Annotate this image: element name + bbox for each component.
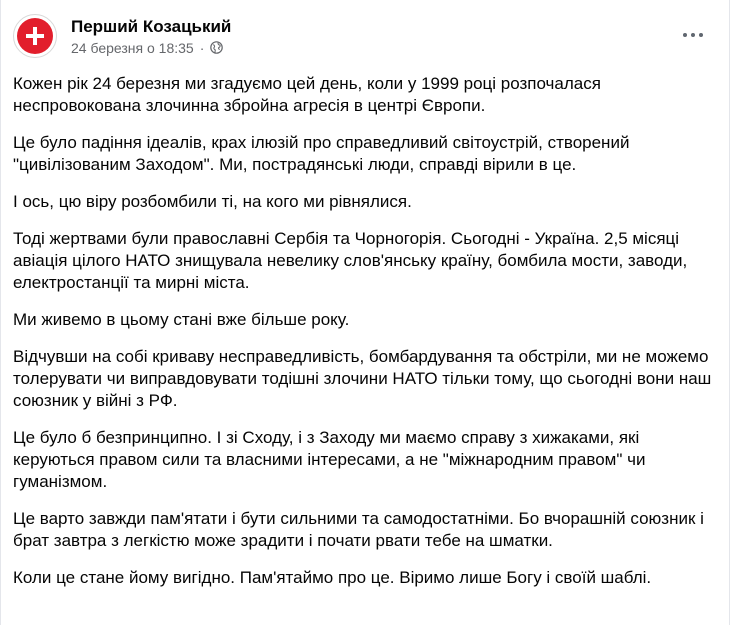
paragraph: Це було б безпринципно. І зі Сходу, і з Заходу ми маємо справу з хижаками, які керуються правом сили та власними інтересами, а не "міжнародним правом" чи гуманізмом.	[13, 428, 646, 491]
more-options-button[interactable]	[675, 22, 711, 48]
post-timestamp-link[interactable]: 24 березня о 18:35	[71, 39, 194, 56]
post-subline	[71, 39, 231, 57]
paragraph: Ми живемо в цьому стані вже більше року.	[13, 310, 350, 329]
paragraph: Кожен рік 24 березня ми згадуємо цей день, коли у 1999 році розпочалася неспровокована злочинна збройна агресія в центрі Європи.	[13, 74, 601, 115]
paragraph: Коли це стане йому вигідно. Пам'ятаймо про це. Віримо лише Богу і своїй шаблі.	[13, 568, 652, 587]
paragraph: Відчувши на собі криваву несправедливість, бомбардування та обстріли, ми не можемо толерувати чи виправдовувати тодішні злочини НАТО тільки тому, що сьогодні вони наш союзник у війні з РФ.	[13, 347, 712, 410]
separator-dot: ·	[199, 39, 205, 56]
globe-icon[interactable]	[210, 41, 223, 54]
paragraph: Тоді жертвами були православні Сербія та Чорногорія. Сьогодні - Україна. 2,5 місяці авіація цілого НАТО знищувала невелику слов'янську країну, бомбила мости, заводи, електростанції та мирні міста.	[13, 229, 688, 292]
cross-logo-icon	[17, 18, 53, 54]
paragraph: І ось, цю віру розбомбили ті, на кого ми рівнялися.	[13, 192, 412, 211]
paragraph: Це було падіння ідеалів, крах ілюзій про справедливий світоустрій, створений "цивілізованим Заходом". Ми, пострадянські люди, справді вірили в це.	[13, 133, 630, 174]
post-text	[13, 73, 713, 604]
page-name-link[interactable]: Перший Козацький	[71, 16, 232, 36]
post-meta	[71, 16, 231, 57]
paragraph: Це варто завжди пам'ятати і бути сильними та самодостатніми. Бо вчорашній союзник і брат завтра з легкістю може зрадити і почати рвати тебе на шматки.	[13, 509, 704, 550]
post-header	[13, 12, 231, 60]
more-options-icon	[683, 33, 687, 37]
avatar[interactable]	[13, 14, 57, 58]
